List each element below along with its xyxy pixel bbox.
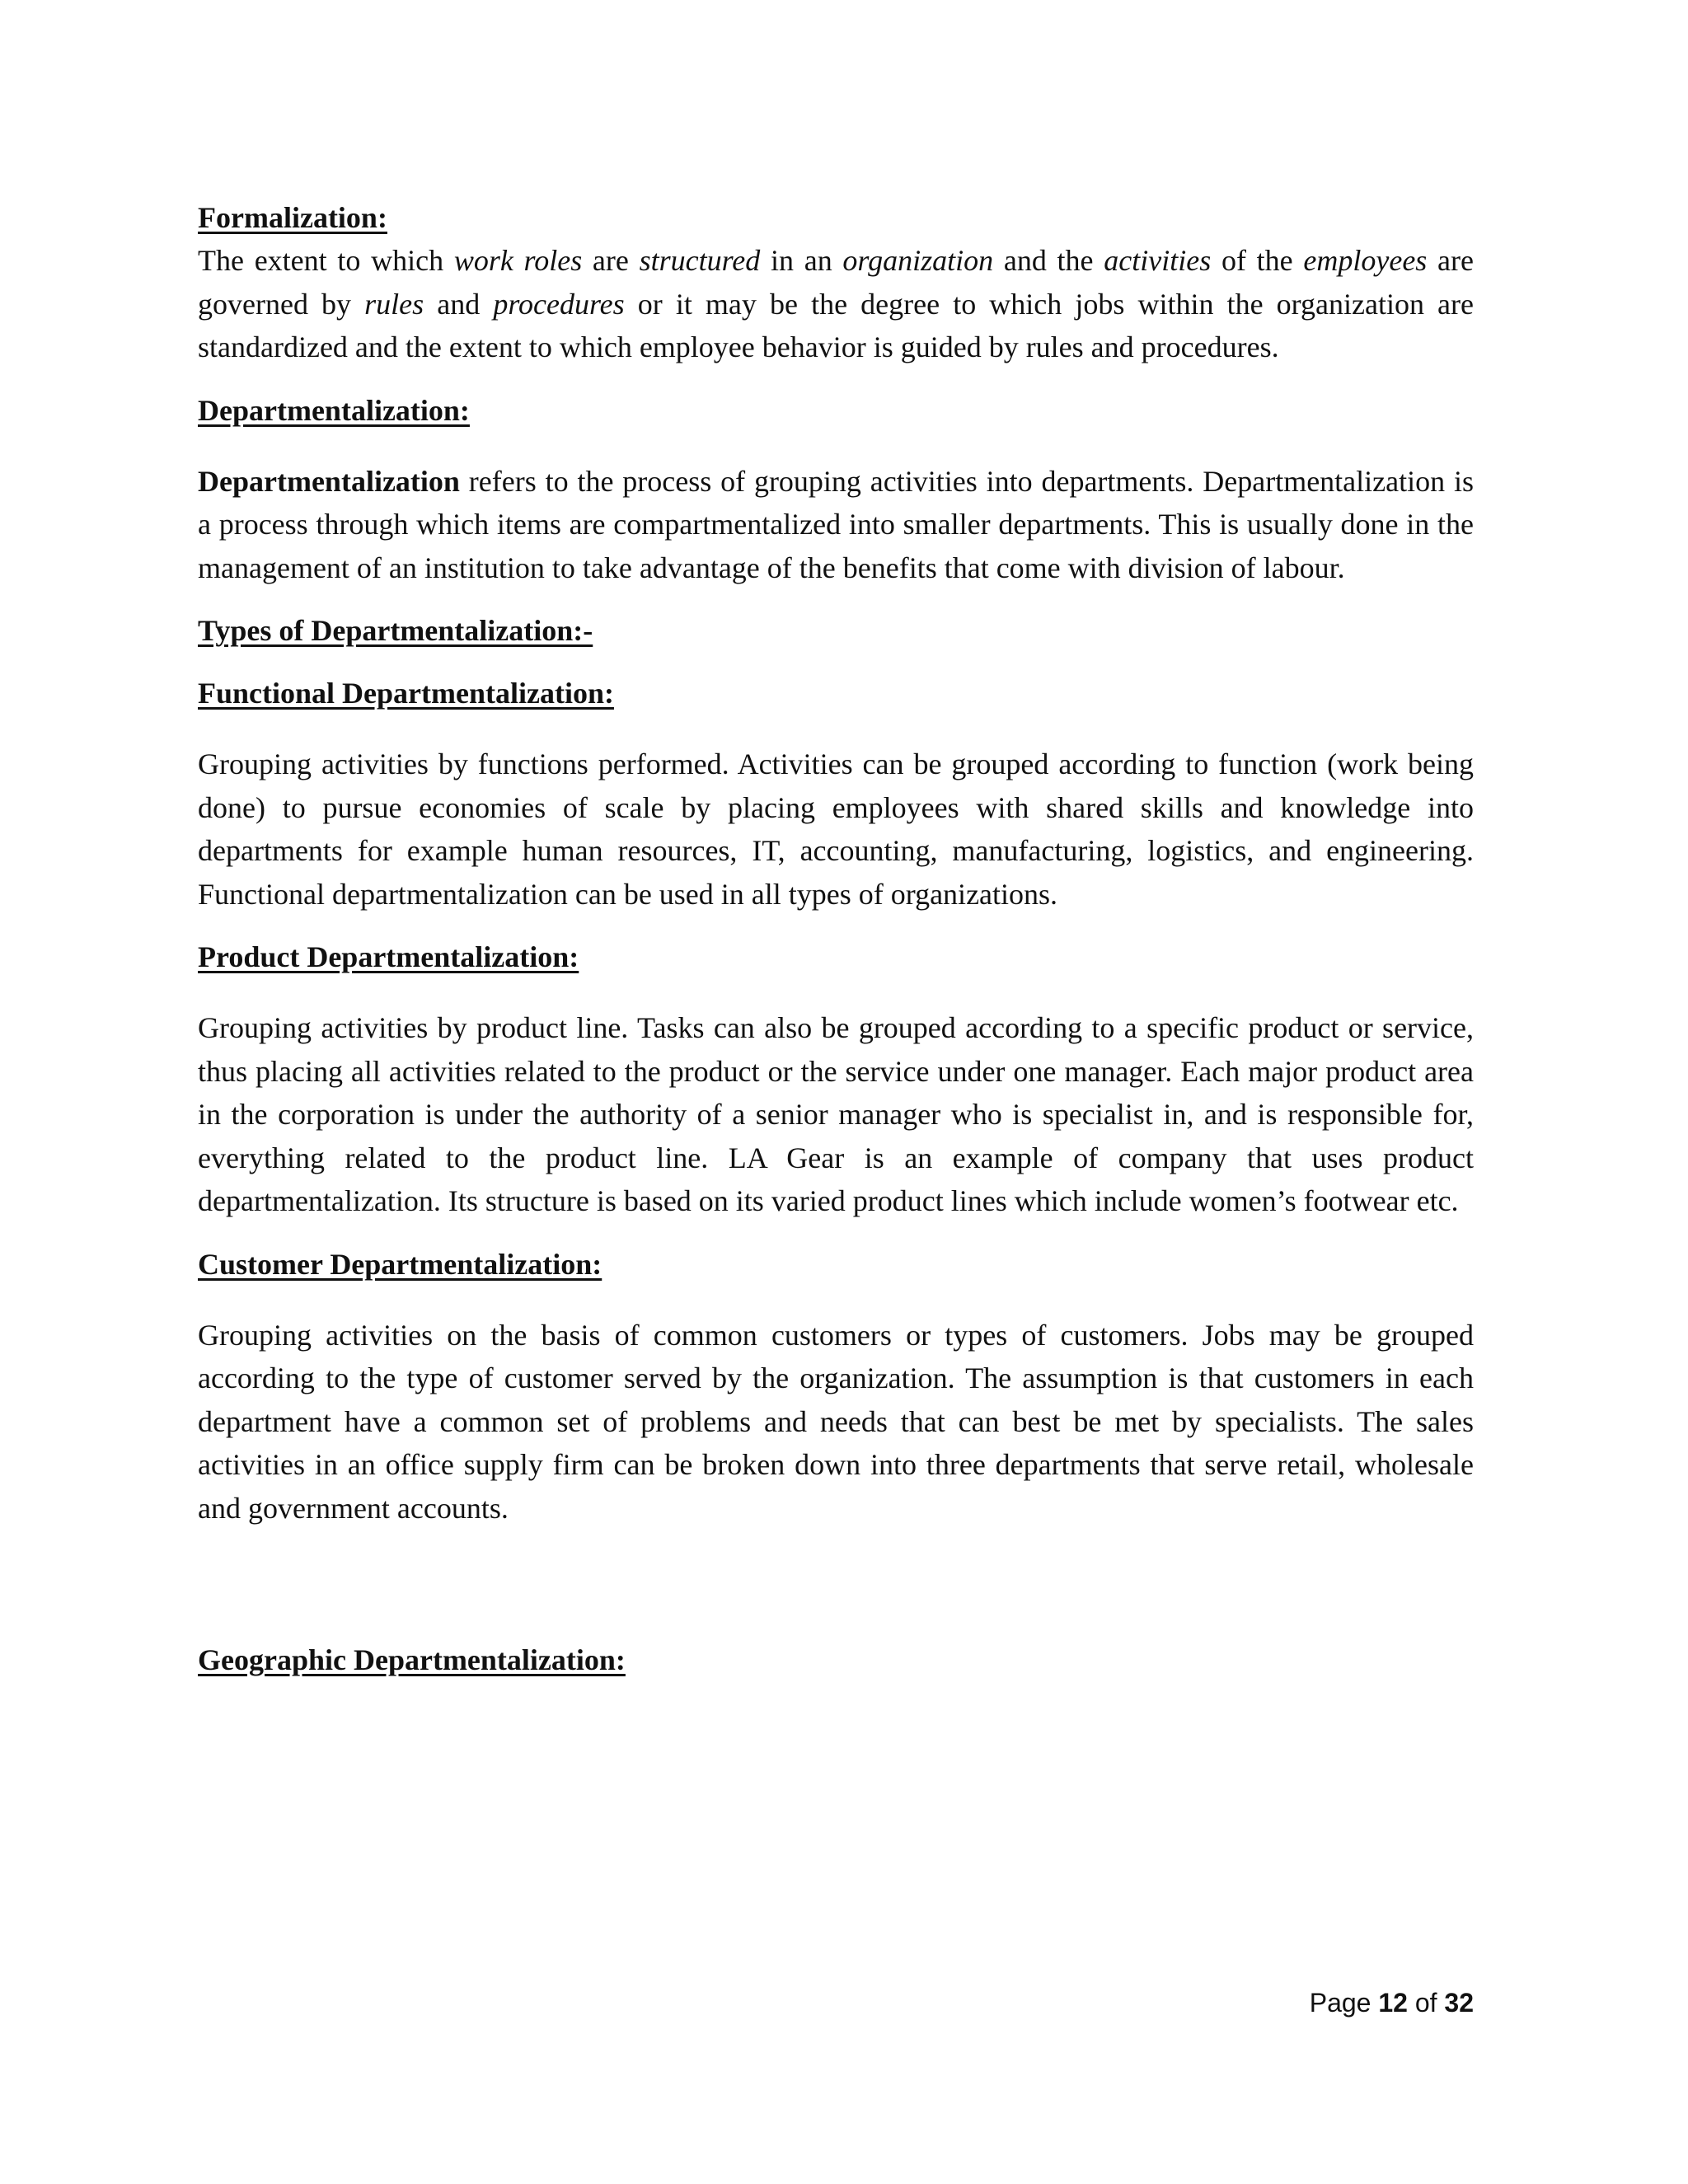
departmentalization-paragraph	[198, 460, 1474, 590]
product-paragraph: Grouping activities by product line. Tasks can also be grouped according to a specific product or service, thus placing all activities related to the product or the service under one manager. Each major product area in the corporation is under the authority of a senior manager who is specialist in, and is responsible for, everything related to the product line. LA Gear is an example of company that uses product departmentalization. Its structure is based on its varied product lines which include women’s footwear etc.	[198, 1011, 1474, 1217]
text-run: The extent to which	[198, 244, 454, 277]
text-run: and	[424, 287, 494, 321]
page-number	[1302, 1986, 1474, 2019]
text-run: in an	[760, 244, 843, 277]
geographic-heading: Geographic Departmentalization:	[198, 1643, 626, 1676]
italic-term: employees	[1303, 244, 1428, 277]
customer-paragraph: Grouping activities on the basis of common customers or types of customers. Jobs may be grouped according to the type of customer served by the organization. The assumption is that customers in each department have a common set of problems and needs that can best be met by specialists. The sales activities in an office supply firm can be broken down into three departments that serve retail, wholesale and government accounts.	[198, 1318, 1474, 1525]
formalization-heading: Formalization:	[198, 201, 387, 234]
text-run: or it may be the degree to which jobs within the organization are standardized and the extent to which employee behavior is guided by rules and procedures.	[198, 287, 1474, 363]
total-pages-number: 32	[1444, 1988, 1474, 2018]
bold-term: Departmentalization	[198, 464, 460, 498]
departmentalization-heading: Departmentalization:	[198, 393, 470, 427]
of-label: of	[1407, 1988, 1445, 2018]
formalization-paragraph	[198, 239, 1474, 369]
text-run: refers to the process of grouping activities into departments. Departmentalization is a process through which items are compartmentalized into smaller departments. This is usually done in the management of an institution to take advantage of the benefits that come with division of labour.	[198, 464, 1474, 584]
current-page-number: 12	[1378, 1988, 1408, 2018]
document-page	[198, 196, 1474, 1681]
italic-term: organization	[842, 244, 994, 277]
text-run: are	[582, 244, 640, 277]
customer-heading: Customer Departmentalization:	[198, 1247, 603, 1281]
italic-term: procedures	[493, 287, 625, 321]
product-heading: Product Departmentalization:	[198, 940, 579, 973]
text-run: of the	[1211, 244, 1304, 277]
page-label: Page	[1309, 1988, 1379, 2018]
italic-term: rules	[364, 287, 424, 321]
functional-paragraph: Grouping activities by functions performed. Activities can be grouped according to function (work being done) to pursue economies of scale by placing employees with shared skills and knowledge into departments for example human resources, IT, accounting, manufacturing, logistics, and engineering. Functional departmentalization can be used in all types of organizations.	[198, 748, 1474, 911]
italic-term: structured	[639, 244, 761, 277]
types-heading: Types of Departmentalization:-	[198, 614, 593, 647]
italic-term: work roles	[453, 244, 583, 277]
italic-term: activities	[1104, 244, 1212, 277]
text-run: and the	[993, 244, 1104, 277]
text-run: are governed by	[198, 244, 1474, 321]
functional-heading: Functional Departmentalization:	[198, 677, 614, 710]
